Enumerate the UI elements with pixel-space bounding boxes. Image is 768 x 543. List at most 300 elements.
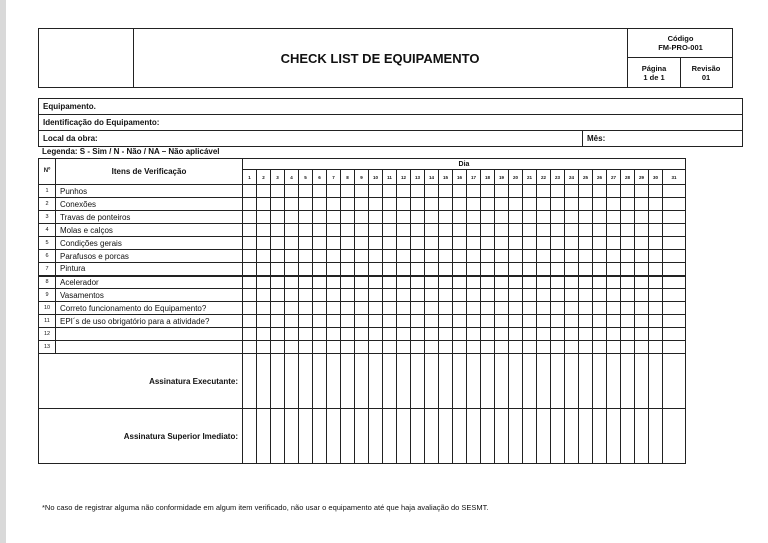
signature-cell[interactable] [257, 354, 271, 409]
signature-cell[interactable] [537, 354, 551, 409]
signature-cell[interactable] [467, 409, 481, 464]
day-cell[interactable] [257, 185, 271, 198]
day-cell[interactable] [313, 198, 327, 211]
day-cell[interactable] [355, 250, 369, 263]
day-cell[interactable] [523, 250, 537, 263]
day-cell[interactable] [607, 315, 621, 328]
day-cell[interactable] [593, 237, 607, 250]
day-cell[interactable] [565, 302, 579, 315]
signature-cell[interactable] [341, 354, 355, 409]
day-cell[interactable] [313, 263, 327, 276]
day-cell[interactable] [663, 341, 686, 354]
day-cell[interactable] [369, 198, 383, 211]
day-cell[interactable] [621, 198, 635, 211]
day-cell[interactable] [425, 263, 439, 276]
day-cell[interactable] [453, 224, 467, 237]
day-cell[interactable] [369, 224, 383, 237]
day-cell[interactable] [523, 211, 537, 224]
day-cell[interactable] [579, 341, 593, 354]
day-cell[interactable] [509, 198, 523, 211]
day-cell[interactable] [411, 211, 425, 224]
day-cell[interactable] [565, 211, 579, 224]
day-cell[interactable] [607, 237, 621, 250]
day-cell[interactable] [607, 276, 621, 289]
day-cell[interactable] [299, 341, 313, 354]
day-cell[interactable] [299, 263, 313, 276]
day-cell[interactable] [299, 289, 313, 302]
day-cell[interactable] [579, 289, 593, 302]
signature-cell[interactable] [411, 354, 425, 409]
day-cell[interactable] [495, 198, 509, 211]
site-field[interactable] [39, 131, 742, 147]
day-cell[interactable] [271, 341, 285, 354]
day-cell[interactable] [579, 237, 593, 250]
day-cell[interactable] [257, 289, 271, 302]
day-cell[interactable] [425, 302, 439, 315]
day-cell[interactable] [257, 237, 271, 250]
day-cell[interactable] [579, 224, 593, 237]
signature-cell[interactable] [635, 354, 649, 409]
day-cell[interactable] [271, 289, 285, 302]
day-cell[interactable] [313, 276, 327, 289]
day-cell[interactable] [257, 315, 271, 328]
day-cell[interactable] [635, 276, 649, 289]
day-cell[interactable] [425, 289, 439, 302]
day-cell[interactable] [621, 289, 635, 302]
day-cell[interactable] [593, 276, 607, 289]
day-cell[interactable] [537, 276, 551, 289]
day-cell[interactable] [481, 328, 495, 341]
day-cell[interactable] [383, 250, 397, 263]
day-cell[interactable] [537, 198, 551, 211]
day-cell[interactable] [439, 237, 453, 250]
day-cell[interactable] [649, 185, 663, 198]
day-cell[interactable] [327, 237, 341, 250]
day-cell[interactable] [523, 289, 537, 302]
day-cell[interactable] [467, 289, 481, 302]
day-cell[interactable] [355, 198, 369, 211]
day-cell[interactable] [383, 302, 397, 315]
day-cell[interactable] [621, 250, 635, 263]
day-cell[interactable] [383, 276, 397, 289]
day-cell[interactable] [481, 224, 495, 237]
day-cell[interactable] [495, 289, 509, 302]
day-cell[interactable] [285, 224, 299, 237]
day-cell[interactable] [313, 224, 327, 237]
day-cell[interactable] [509, 341, 523, 354]
day-cell[interactable] [397, 237, 411, 250]
day-cell[interactable] [481, 341, 495, 354]
day-cell[interactable] [467, 185, 481, 198]
day-cell[interactable] [425, 315, 439, 328]
day-cell[interactable] [565, 289, 579, 302]
day-cell[interactable] [607, 250, 621, 263]
day-cell[interactable] [369, 328, 383, 341]
signature-cell[interactable] [369, 409, 383, 464]
day-cell[interactable] [299, 224, 313, 237]
day-cell[interactable] [285, 198, 299, 211]
signature-cell[interactable] [649, 354, 663, 409]
day-cell[interactable] [593, 198, 607, 211]
day-cell[interactable] [481, 211, 495, 224]
day-cell[interactable] [285, 263, 299, 276]
day-cell[interactable] [649, 302, 663, 315]
day-cell[interactable] [537, 289, 551, 302]
day-cell[interactable] [467, 341, 481, 354]
day-cell[interactable] [243, 289, 257, 302]
signature-cell[interactable] [481, 354, 495, 409]
day-cell[interactable] [341, 185, 355, 198]
day-cell[interactable] [523, 185, 537, 198]
day-cell[interactable] [579, 276, 593, 289]
signature-cell[interactable] [467, 354, 481, 409]
day-cell[interactable] [355, 211, 369, 224]
day-cell[interactable] [565, 185, 579, 198]
day-cell[interactable] [439, 211, 453, 224]
day-cell[interactable] [467, 224, 481, 237]
day-cell[interactable] [327, 185, 341, 198]
day-cell[interactable] [327, 341, 341, 354]
day-cell[interactable] [481, 198, 495, 211]
day-cell[interactable] [537, 237, 551, 250]
signature-cell[interactable] [243, 409, 257, 464]
day-cell[interactable] [453, 237, 467, 250]
day-cell[interactable] [481, 185, 495, 198]
day-cell[interactable] [635, 250, 649, 263]
day-cell[interactable] [565, 250, 579, 263]
day-cell[interactable] [439, 250, 453, 263]
day-cell[interactable] [481, 237, 495, 250]
day-cell[interactable] [243, 341, 257, 354]
day-cell[interactable] [607, 211, 621, 224]
day-cell[interactable] [649, 237, 663, 250]
day-cell[interactable] [649, 263, 663, 276]
day-cell[interactable] [411, 341, 425, 354]
day-cell[interactable] [257, 250, 271, 263]
signature-cell[interactable] [453, 409, 467, 464]
day-cell[interactable] [411, 328, 425, 341]
day-cell[interactable] [327, 276, 341, 289]
day-cell[interactable] [411, 237, 425, 250]
day-cell[interactable] [537, 302, 551, 315]
day-cell[interactable] [495, 328, 509, 341]
day-cell[interactable] [411, 198, 425, 211]
day-cell[interactable] [425, 198, 439, 211]
day-cell[interactable] [299, 315, 313, 328]
day-cell[interactable] [663, 198, 686, 211]
day-cell[interactable] [523, 315, 537, 328]
day-cell[interactable] [355, 263, 369, 276]
day-cell[interactable] [243, 198, 257, 211]
day-cell[interactable] [663, 263, 686, 276]
day-cell[interactable] [607, 302, 621, 315]
day-cell[interactable] [397, 185, 411, 198]
signature-cell[interactable] [663, 354, 686, 409]
day-cell[interactable] [425, 341, 439, 354]
day-cell[interactable] [579, 302, 593, 315]
signature-cell[interactable] [481, 409, 495, 464]
day-cell[interactable] [593, 263, 607, 276]
signature-cell[interactable] [579, 354, 593, 409]
day-cell[interactable] [439, 263, 453, 276]
day-cell[interactable] [649, 198, 663, 211]
day-cell[interactable] [635, 315, 649, 328]
day-cell[interactable] [285, 237, 299, 250]
day-cell[interactable] [243, 237, 257, 250]
day-cell[interactable] [299, 276, 313, 289]
day-cell[interactable] [635, 185, 649, 198]
day-cell[interactable] [467, 315, 481, 328]
day-cell[interactable] [257, 224, 271, 237]
day-cell[interactable] [313, 328, 327, 341]
day-cell[interactable] [607, 198, 621, 211]
day-cell[interactable] [649, 250, 663, 263]
day-cell[interactable] [593, 302, 607, 315]
day-cell[interactable] [635, 224, 649, 237]
day-cell[interactable] [523, 224, 537, 237]
day-cell[interactable] [621, 276, 635, 289]
day-cell[interactable] [621, 328, 635, 341]
day-cell[interactable] [271, 211, 285, 224]
day-cell[interactable] [565, 328, 579, 341]
day-cell[interactable] [369, 341, 383, 354]
day-cell[interactable] [285, 328, 299, 341]
day-cell[interactable] [285, 289, 299, 302]
day-cell[interactable] [383, 224, 397, 237]
day-cell[interactable] [285, 341, 299, 354]
day-cell[interactable] [453, 276, 467, 289]
day-cell[interactable] [411, 315, 425, 328]
day-cell[interactable] [579, 328, 593, 341]
day-cell[interactable] [453, 315, 467, 328]
day-cell[interactable] [509, 328, 523, 341]
day-cell[interactable] [551, 341, 565, 354]
signature-cell[interactable] [523, 354, 537, 409]
day-cell[interactable] [621, 315, 635, 328]
day-cell[interactable] [313, 250, 327, 263]
equipment-field[interactable] [39, 99, 742, 115]
day-cell[interactable] [565, 198, 579, 211]
day-cell[interactable] [635, 263, 649, 276]
day-cell[interactable] [537, 341, 551, 354]
day-cell[interactable] [663, 302, 686, 315]
day-cell[interactable] [495, 315, 509, 328]
day-cell[interactable] [439, 315, 453, 328]
day-cell[interactable] [411, 224, 425, 237]
signature-cell[interactable] [341, 409, 355, 464]
day-cell[interactable] [243, 302, 257, 315]
day-cell[interactable] [369, 289, 383, 302]
day-cell[interactable] [649, 211, 663, 224]
day-cell[interactable] [299, 185, 313, 198]
day-cell[interactable] [509, 276, 523, 289]
day-cell[interactable] [551, 250, 565, 263]
day-cell[interactable] [397, 250, 411, 263]
signature-cell[interactable] [621, 409, 635, 464]
day-cell[interactable] [607, 263, 621, 276]
day-cell[interactable] [285, 315, 299, 328]
day-cell[interactable] [523, 276, 537, 289]
signature-cell[interactable] [397, 409, 411, 464]
day-cell[interactable] [327, 302, 341, 315]
day-cell[interactable] [369, 211, 383, 224]
day-cell[interactable] [579, 185, 593, 198]
day-cell[interactable] [453, 341, 467, 354]
day-cell[interactable] [565, 224, 579, 237]
day-cell[interactable] [663, 250, 686, 263]
day-cell[interactable] [649, 276, 663, 289]
day-cell[interactable] [579, 315, 593, 328]
day-cell[interactable] [509, 263, 523, 276]
day-cell[interactable] [453, 289, 467, 302]
day-cell[interactable] [467, 328, 481, 341]
day-cell[interactable] [509, 224, 523, 237]
day-cell[interactable] [341, 315, 355, 328]
day-cell[interactable] [355, 276, 369, 289]
day-cell[interactable] [299, 211, 313, 224]
day-cell[interactable] [327, 289, 341, 302]
day-cell[interactable] [495, 237, 509, 250]
day-cell[interactable] [537, 185, 551, 198]
signature-cell[interactable] [495, 354, 509, 409]
day-cell[interactable] [369, 237, 383, 250]
day-cell[interactable] [439, 289, 453, 302]
day-cell[interactable] [453, 198, 467, 211]
day-cell[interactable] [621, 263, 635, 276]
day-cell[interactable] [607, 341, 621, 354]
signature-cell[interactable] [383, 354, 397, 409]
day-cell[interactable] [621, 211, 635, 224]
signature-cell[interactable] [663, 409, 686, 464]
signature-cell[interactable] [243, 354, 257, 409]
day-cell[interactable] [537, 250, 551, 263]
day-cell[interactable] [439, 198, 453, 211]
signature-cell[interactable] [383, 409, 397, 464]
day-cell[interactable] [411, 185, 425, 198]
day-cell[interactable] [453, 250, 467, 263]
day-cell[interactable] [663, 185, 686, 198]
day-cell[interactable] [635, 341, 649, 354]
day-cell[interactable] [383, 198, 397, 211]
day-cell[interactable] [397, 328, 411, 341]
day-cell[interactable] [551, 328, 565, 341]
day-cell[interactable] [509, 185, 523, 198]
day-cell[interactable] [621, 185, 635, 198]
day-cell[interactable] [481, 289, 495, 302]
day-cell[interactable] [593, 224, 607, 237]
day-cell[interactable] [313, 185, 327, 198]
day-cell[interactable] [341, 302, 355, 315]
day-cell[interactable] [509, 211, 523, 224]
day-cell[interactable] [635, 237, 649, 250]
day-cell[interactable] [621, 341, 635, 354]
day-cell[interactable] [425, 328, 439, 341]
day-cell[interactable] [299, 302, 313, 315]
signature-cell[interactable] [271, 354, 285, 409]
day-cell[interactable] [663, 224, 686, 237]
day-cell[interactable] [523, 237, 537, 250]
signature-cell[interactable] [579, 409, 593, 464]
signature-cell[interactable] [257, 409, 271, 464]
day-cell[interactable] [285, 250, 299, 263]
day-cell[interactable] [453, 328, 467, 341]
day-cell[interactable] [341, 328, 355, 341]
signature-cell[interactable] [537, 409, 551, 464]
day-cell[interactable] [467, 302, 481, 315]
day-cell[interactable] [355, 224, 369, 237]
signature-cell[interactable] [635, 409, 649, 464]
day-cell[interactable] [551, 315, 565, 328]
signature-cell[interactable] [565, 409, 579, 464]
day-cell[interactable] [509, 302, 523, 315]
signature-cell[interactable] [327, 354, 341, 409]
day-cell[interactable] [593, 341, 607, 354]
signature-cell[interactable] [649, 409, 663, 464]
signature-cell[interactable] [285, 354, 299, 409]
day-cell[interactable] [285, 211, 299, 224]
day-cell[interactable] [481, 250, 495, 263]
day-cell[interactable] [439, 302, 453, 315]
day-cell[interactable] [327, 211, 341, 224]
day-cell[interactable] [313, 315, 327, 328]
day-cell[interactable] [537, 328, 551, 341]
signature-cell[interactable] [299, 409, 313, 464]
day-cell[interactable] [355, 237, 369, 250]
day-cell[interactable] [439, 276, 453, 289]
day-cell[interactable] [313, 341, 327, 354]
day-cell[interactable] [299, 198, 313, 211]
day-cell[interactable] [481, 315, 495, 328]
day-cell[interactable] [579, 198, 593, 211]
day-cell[interactable] [313, 237, 327, 250]
day-cell[interactable] [425, 224, 439, 237]
day-cell[interactable] [257, 263, 271, 276]
day-cell[interactable] [243, 224, 257, 237]
day-cell[interactable] [355, 315, 369, 328]
day-cell[interactable] [383, 237, 397, 250]
day-cell[interactable] [271, 302, 285, 315]
day-cell[interactable] [425, 211, 439, 224]
day-cell[interactable] [299, 328, 313, 341]
day-cell[interactable] [271, 237, 285, 250]
day-cell[interactable] [313, 302, 327, 315]
day-cell[interactable] [663, 211, 686, 224]
signature-cell[interactable] [285, 409, 299, 464]
day-cell[interactable] [551, 276, 565, 289]
day-cell[interactable] [649, 315, 663, 328]
day-cell[interactable] [663, 276, 686, 289]
day-cell[interactable] [397, 211, 411, 224]
signature-cell[interactable] [453, 354, 467, 409]
day-cell[interactable] [271, 263, 285, 276]
day-cell[interactable] [649, 224, 663, 237]
day-cell[interactable] [481, 302, 495, 315]
day-cell[interactable] [523, 341, 537, 354]
day-cell[interactable] [243, 250, 257, 263]
day-cell[interactable] [607, 328, 621, 341]
signature-cell[interactable] [495, 409, 509, 464]
day-cell[interactable] [341, 250, 355, 263]
day-cell[interactable] [411, 250, 425, 263]
day-cell[interactable] [537, 211, 551, 224]
day-cell[interactable] [383, 328, 397, 341]
day-cell[interactable] [635, 289, 649, 302]
day-cell[interactable] [397, 276, 411, 289]
day-cell[interactable] [243, 263, 257, 276]
day-cell[interactable] [285, 276, 299, 289]
day-cell[interactable] [495, 276, 509, 289]
day-cell[interactable] [621, 237, 635, 250]
